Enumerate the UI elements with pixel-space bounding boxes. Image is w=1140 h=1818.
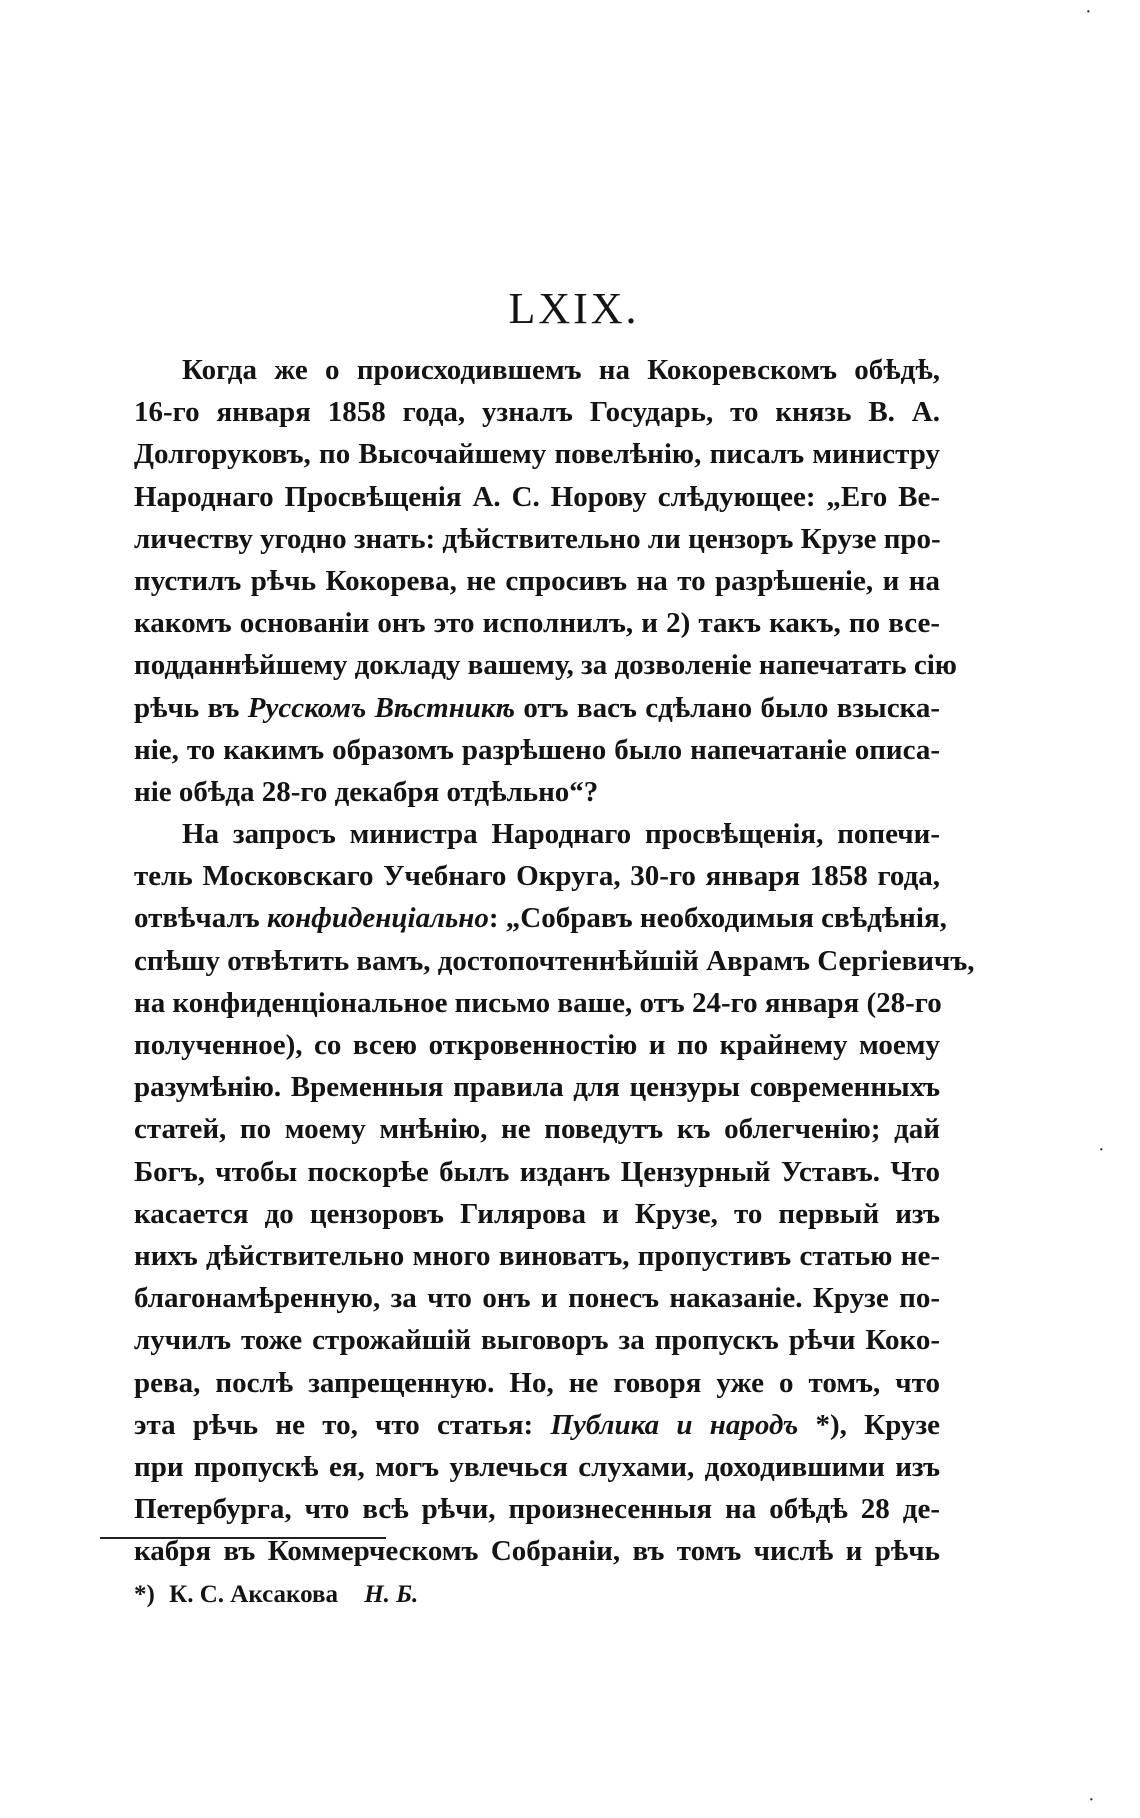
text-run: эта рѣчь не то, что статья: <box>134 1408 551 1441</box>
text-line <box>134 1277 940 1319</box>
text-run: Народнаго Просвѣщенія А. С. Норову слѣдующее: „Его Ве- <box>134 480 940 513</box>
text-run: *), Крузе <box>798 1408 940 1441</box>
text-run: подданнѣйшему докладу вашему, за дозволеніе напечатать сію <box>134 649 957 682</box>
text-run: статей, по моему мнѣнію, не поведутъ къ облегченію; дай <box>134 1113 940 1146</box>
chapter-title: LXIX. <box>508 284 640 333</box>
text-run: рѣчь въ <box>134 691 248 724</box>
text-line <box>134 560 940 602</box>
text-line <box>134 1193 940 1235</box>
text-line <box>134 1488 940 1530</box>
text-run: касается до цензоровъ Гилярова и Крузе, то первый изъ <box>134 1197 940 1230</box>
text-line <box>134 391 940 433</box>
text-run: отвѣчалъ <box>134 902 267 935</box>
text-line <box>134 940 975 982</box>
scan-speck: · <box>1098 1139 1105 1161</box>
text-line <box>134 897 947 939</box>
text-run: спѣшу отвѣтить вамъ, достопочтеннѣйшій Аврамъ Сергіевичъ, <box>134 944 975 977</box>
text-run: на конфиденціональное письмо ваше, отъ 24-го января (28-го <box>134 986 942 1019</box>
text-line <box>134 433 940 475</box>
text-run: тель Московскаго Учебнаго Округа, 30-го января 1858 года, <box>134 860 940 893</box>
text-run: какомъ основаніи онъ это исполнилъ, и 2) такъ какъ, по все- <box>134 607 940 640</box>
text-line <box>134 349 940 391</box>
text-run: ніе обѣда 28-го декабря отдѣльно“? <box>134 775 599 808</box>
body-text <box>134 349 975 1572</box>
text-line <box>134 1024 940 1066</box>
footnote-text: К. С. Аксакова <box>169 1581 338 1608</box>
text-line <box>134 1235 940 1277</box>
text-run: На запросъ министра Народнаго просвѣщенія, попечи- <box>182 818 940 851</box>
footnote-separator <box>100 1537 386 1539</box>
text-run: при пропускѣ ея, могъ увлечься слухами, доходившими изъ <box>134 1450 940 1483</box>
text-line <box>134 644 957 686</box>
text-line <box>134 1404 940 1446</box>
text-line <box>134 1066 940 1108</box>
text-line <box>134 1319 940 1361</box>
text-run: нихъ дѣйствительно много виноватъ, пропустивъ статью не- <box>134 1239 940 1272</box>
text-run: Богъ, чтобы поскорѣе былъ изданъ Цензурный Уставъ. Что <box>134 1155 940 1188</box>
italic-title: конфиденціально <box>266 902 489 935</box>
text-run: кабря въ Коммерческомъ Собраніи, въ томъ числѣ и рѣчь <box>134 1535 940 1568</box>
text-run: пустилъ рѣчь Кокорева, не спросивъ на то разрѣшеніе, и на <box>134 564 940 597</box>
text-run: 16-го января 1858 года, узналъ Государь, то князь В. А. <box>134 396 940 429</box>
text-line <box>134 602 940 644</box>
footnote <box>134 1578 418 1612</box>
text-line <box>134 855 940 897</box>
text-run: полученное), со всею откровенностію и по крайнему моему <box>134 1029 940 1061</box>
text-line <box>134 771 940 813</box>
footnote-initials: Н. Б. <box>364 1581 419 1608</box>
text-run: благонамѣренную, за что онъ и понесъ наказаніе. Крузе по- <box>134 1282 940 1315</box>
scan-speck: · <box>1088 1789 1095 1811</box>
text-line <box>134 1446 940 1488</box>
text-line <box>134 1108 940 1150</box>
text-run: : „Собравъ необходимыя свѣдѣнія, <box>488 902 947 935</box>
text-line <box>134 729 940 771</box>
italic-title: Публика и народъ <box>550 1408 799 1441</box>
text-line <box>134 813 940 855</box>
text-line <box>134 1362 940 1404</box>
text-run: Петербурга, что всѣ рѣчи, произнесенныя на обѣдѣ 28 де- <box>134 1493 940 1526</box>
text-run: рева, послѣ запрещенную. Но, не говоря уже о томъ, что <box>134 1366 940 1399</box>
text-line <box>134 687 940 729</box>
text-run: отъ васъ сдѣлано было взыска- <box>514 691 940 724</box>
footnote-mark: *) <box>134 1581 155 1608</box>
text-line <box>134 982 940 1024</box>
text-run: Долгоруковъ, по Высочайшему повелѣнію, писалъ министру <box>134 438 940 471</box>
italic-title: Русскомъ Вѣстникѣ <box>247 691 515 724</box>
scan-speck: · <box>1085 1 1092 23</box>
text-run: лучилъ тоже строжайшій выговоръ за пропускъ рѣчи Коко- <box>134 1324 940 1357</box>
text-run: ніе, то какимъ образомъ разрѣшено было напечатаніе описа- <box>134 733 940 766</box>
text-line <box>134 476 940 518</box>
text-run: личеству угодно знать: дѣйствительно ли цензоръ Крузе про- <box>134 522 941 555</box>
text-run: Когда же о происходившемъ на Кокоревскомъ обѣдѣ, <box>182 354 940 386</box>
text-run: разумѣнію. Временныя правила для цензуры современныхъ <box>134 1071 940 1104</box>
text-line <box>134 1151 940 1193</box>
text-line <box>134 518 940 560</box>
